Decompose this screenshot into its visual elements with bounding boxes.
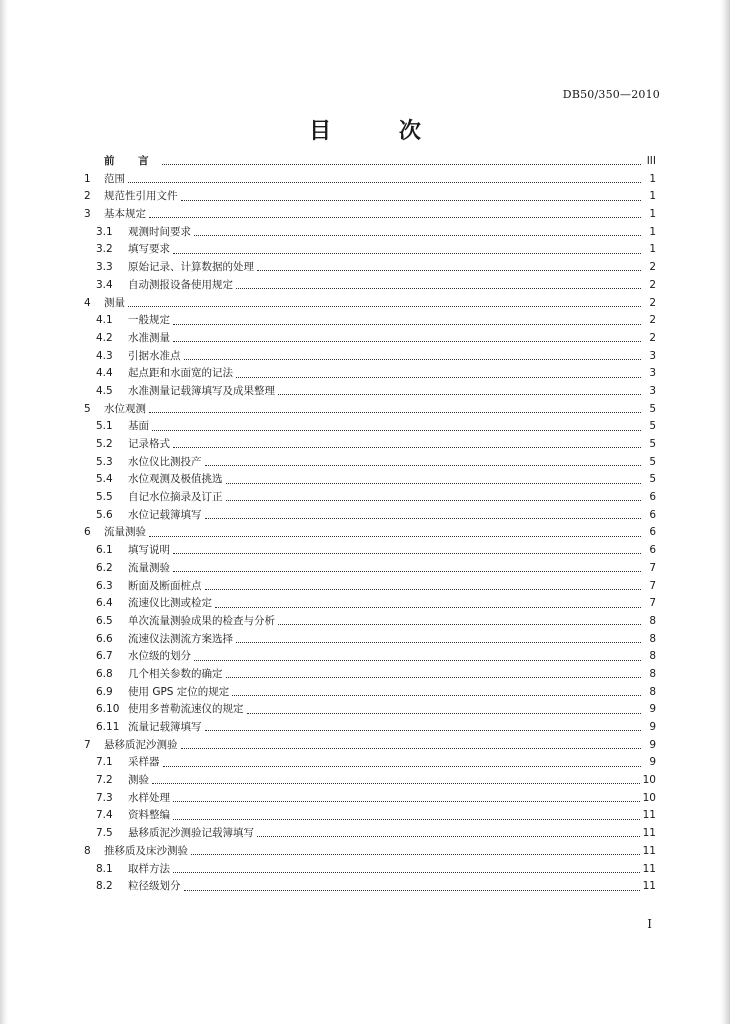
toc-dot-leader	[236, 377, 641, 378]
toc-entry-page: 2	[649, 331, 656, 344]
toc-entry-page: 11	[642, 880, 656, 893]
toc-dot-leader	[194, 660, 641, 661]
toc-dot-leader	[226, 483, 642, 484]
toc-dot-leader	[215, 607, 641, 608]
toc-entry	[84, 436, 656, 454]
toc-entry-title: 前 言	[104, 155, 159, 167]
toc-entry	[84, 524, 656, 542]
toc-entry-number: 6.9	[96, 685, 113, 698]
toc-entry-number: 3.4	[96, 278, 113, 291]
toc-entry-number: 7	[84, 738, 91, 751]
toc-entry	[84, 471, 656, 489]
toc-entry-number: 6.8	[96, 667, 113, 680]
toc-dot-leader	[226, 677, 642, 678]
toc-entry-page: 9	[649, 756, 656, 769]
toc-dot-leader	[205, 589, 642, 590]
toc-entry-number: 8.1	[96, 862, 113, 875]
toc-entry-page: 1	[649, 208, 656, 221]
toc-entry-title: 流速仪比测或检定	[128, 597, 212, 610]
toc-entry-title: 原始记录、计算数据的处理	[128, 261, 254, 274]
toc-entry-page: 6	[649, 544, 656, 557]
toc-dot-leader	[205, 730, 642, 731]
toc-entry-title: 资料整编	[128, 809, 170, 822]
document-code: DB50/350—2010	[562, 88, 660, 101]
toc-entry-page: III	[646, 155, 656, 167]
toc-dot-leader	[205, 518, 642, 519]
toc-dot-leader	[181, 200, 642, 201]
toc-entry-page: 7	[649, 561, 656, 574]
toc-entry-page: 8	[649, 685, 656, 698]
toc-entry-page: 5	[649, 402, 656, 415]
toc-dot-leader	[128, 306, 641, 307]
toc-entry-title: 取样方法	[128, 862, 170, 875]
toc-entry-page: 2	[649, 314, 656, 327]
toc-entry-title: 基面	[128, 420, 149, 433]
toc-entry-title: 水准测量记载簿填写及成果整理	[128, 384, 275, 397]
toc-entry-title: 自动测报设备使用规定	[128, 278, 233, 291]
toc-entry-title: 推移质及床沙测验	[104, 844, 188, 857]
toc-entry-page: 6	[649, 508, 656, 521]
toc-entry-page: 2	[649, 296, 656, 309]
toc-dot-leader	[236, 288, 641, 289]
toc-entry-number: 4.2	[96, 331, 113, 344]
toc-entry-page: 11	[642, 809, 656, 822]
toc-entry-page: 3	[649, 349, 656, 362]
toc-entry	[84, 701, 656, 719]
toc-entry-page: 10	[642, 791, 656, 804]
toc-dot-leader	[149, 536, 641, 537]
toc-entry	[84, 843, 656, 861]
toc-entry-page: 8	[649, 667, 656, 680]
toc-entry-title: 水位观测	[104, 402, 146, 415]
toc-entry-title: 流量测验	[128, 561, 170, 574]
toc-entry	[84, 454, 656, 472]
toc-entry-title: 水准测量	[128, 331, 170, 344]
toc-entry-title: 断面及断面桩点	[128, 579, 202, 592]
toc-dot-leader	[173, 801, 640, 802]
toc-entry-number: 6	[84, 526, 91, 539]
toc-entry-title: 水位记载簿填写	[128, 508, 202, 521]
toc-entry	[84, 188, 656, 206]
toc-entry-title: 流速仪法测流方案选择	[128, 632, 233, 645]
toc-entry	[84, 754, 656, 772]
toc-entry	[84, 312, 656, 330]
toc-entry-page: 8	[649, 614, 656, 627]
toc-entry-page: 6	[649, 491, 656, 504]
toc-dot-leader	[278, 394, 641, 395]
toc-entry	[84, 613, 656, 631]
toc-entry-page: 11	[642, 827, 656, 840]
toc-entry	[84, 878, 656, 896]
toc-entry	[84, 383, 656, 401]
toc-entry-number: 7.3	[96, 791, 113, 804]
toc-entry	[84, 153, 656, 171]
toc-entry	[84, 737, 656, 755]
toc-entry-number: 4.1	[96, 314, 113, 327]
table-of-contents	[84, 153, 656, 896]
toc-dot-leader	[162, 164, 641, 165]
toc-entry-page: 11	[642, 844, 656, 857]
toc-entry-number: 6.3	[96, 579, 113, 592]
toc-entry-page: 7	[649, 597, 656, 610]
toc-entry-page: 9	[649, 738, 656, 751]
toc-entry	[84, 489, 656, 507]
toc-entry-number: 5.2	[96, 438, 113, 450]
toc-entry	[84, 401, 656, 419]
toc-dot-leader	[257, 270, 641, 271]
toc-entry-title: 几个相关参数的确定	[128, 667, 223, 680]
toc-dot-leader	[163, 766, 642, 767]
toc-entry	[84, 542, 656, 560]
toc-entry-page: 5	[649, 438, 656, 450]
toc-entry-number: 1	[84, 172, 91, 185]
toc-dot-leader	[173, 447, 641, 448]
toc-entry-number: 6.6	[96, 632, 113, 645]
toc-entry-title: 规范性引用文件	[104, 190, 178, 203]
toc-entry	[84, 666, 656, 684]
toc-dot-leader	[152, 783, 640, 784]
toc-entry	[84, 330, 656, 348]
toc-entry-number: 6.5	[96, 614, 113, 627]
toc-entry	[84, 418, 656, 436]
toc-entry	[84, 560, 656, 578]
toc-entry-number: 3.1	[96, 225, 113, 238]
toc-entry-title: 采样器	[128, 756, 160, 769]
toc-entry-number: 5.4	[96, 473, 113, 486]
toc-entry-number: 4	[84, 296, 91, 309]
toc-entry-number: 7.2	[96, 774, 113, 787]
page-number: I	[647, 917, 652, 931]
toc-entry-title: 水位级的划分	[128, 650, 191, 663]
toc-entry-title: 使用多普勒流速仪的规定	[128, 703, 244, 716]
toc-dot-leader	[194, 235, 641, 236]
toc-entry-number: 3.3	[96, 261, 113, 274]
toc-dot-leader	[205, 465, 642, 466]
toc-entry-number: 5.3	[96, 455, 113, 468]
toc-entry-title: 填写要求	[128, 243, 170, 256]
toc-entry-title: 使用 GPS 定位的规定	[128, 685, 230, 698]
toc-entry-title: 悬移质泥沙测验	[104, 738, 178, 751]
toc-entry	[84, 295, 656, 313]
toc-entry-page: 5	[649, 473, 656, 486]
toc-entry	[84, 807, 656, 825]
toc-entry	[84, 259, 656, 277]
toc-entry-page: 9	[649, 703, 656, 716]
toc-entry-number: 4.3	[96, 349, 113, 362]
toc-entry-title: 观测时间要求	[128, 225, 191, 238]
toc-dot-leader	[173, 571, 641, 572]
toc-entry-title: 基本规定	[104, 208, 146, 221]
toc-dot-leader	[152, 430, 641, 431]
scan-edge-right	[720, 0, 730, 1024]
toc-entry-number: 3	[84, 208, 91, 221]
toc-dot-leader	[278, 624, 641, 625]
toc-entry	[84, 684, 656, 702]
toc-dot-leader	[173, 341, 641, 342]
toc-entry-number: 6.10	[96, 703, 120, 716]
toc-dot-leader	[184, 359, 642, 360]
toc-entry	[84, 171, 656, 189]
toc-entry-page: 2	[649, 261, 656, 274]
toc-entry-number: 8	[84, 844, 91, 857]
toc-entry-title: 测量	[104, 296, 125, 309]
toc-entry-page: 3	[649, 384, 656, 397]
toc-entry-number: 6.11	[96, 721, 120, 733]
toc-entry-number: 7.4	[96, 809, 113, 822]
toc-dot-leader	[257, 836, 640, 837]
toc-entry-page: 6	[649, 526, 656, 539]
toc-entry-title: 流量测验	[104, 526, 146, 539]
toc-entry-page: 1	[649, 243, 656, 256]
toc-entry	[84, 578, 656, 596]
toc-entry-number: 5.6	[96, 508, 113, 521]
toc-dot-leader	[173, 253, 641, 254]
toc-entry-title: 水位仪比测投产	[128, 455, 202, 468]
toc-entry-number: 3.2	[96, 243, 113, 256]
toc-dot-leader	[226, 500, 642, 501]
toc-dot-leader	[128, 182, 641, 183]
toc-entry-number: 6.1	[96, 544, 113, 557]
toc-entry-page: 5	[649, 455, 656, 468]
toc-entry	[84, 648, 656, 666]
toc-entry-title: 填写说明	[128, 544, 170, 557]
toc-entry	[84, 365, 656, 383]
toc-entry	[84, 507, 656, 525]
toc-entry-page: 2	[649, 278, 656, 291]
toc-entry-title: 悬移质泥沙测验记载簿填写	[128, 827, 254, 840]
toc-entry-page: 3	[649, 367, 656, 380]
scan-edge-left	[0, 0, 8, 1024]
toc-entry	[84, 631, 656, 649]
toc-entry-title: 一般规定	[128, 314, 170, 327]
toc-entry	[84, 224, 656, 242]
toc-entry-title: 流量记载簿填写	[128, 721, 202, 733]
toc-entry	[84, 772, 656, 790]
toc-dot-leader	[232, 695, 641, 696]
toc-entry-page: 8	[649, 650, 656, 663]
toc-entry-title: 起点距和水面宽的记法	[128, 367, 233, 380]
toc-entry-number: 2	[84, 190, 91, 203]
toc-dot-leader	[149, 412, 641, 413]
toc-entry	[84, 825, 656, 843]
toc-entry	[84, 277, 656, 295]
toc-entry-title: 引据水准点	[128, 349, 181, 362]
toc-dot-leader	[181, 748, 642, 749]
toc-entry-title: 记录格式	[128, 438, 170, 450]
toc-entry-page: 1	[649, 172, 656, 185]
toc-entry-number: 7.5	[96, 827, 113, 840]
toc-entry-title: 单次流量测验成果的检查与分析	[128, 614, 275, 627]
toc-entry-number: 5	[84, 402, 91, 415]
toc-entry	[84, 206, 656, 224]
toc-dot-leader	[149, 217, 641, 218]
toc-entry-number: 5.5	[96, 491, 113, 504]
toc-entry	[84, 790, 656, 808]
toc-dot-leader	[184, 890, 640, 891]
toc-entry-number: 8.2	[96, 880, 113, 893]
toc-entry-page: 1	[649, 225, 656, 238]
toc-dot-leader	[247, 713, 642, 714]
toc-entry-number: 6.4	[96, 597, 113, 610]
toc-dot-leader	[173, 324, 641, 325]
toc-entry	[84, 595, 656, 613]
toc-dot-leader	[173, 553, 641, 554]
toc-entry-title: 水样处理	[128, 791, 170, 804]
toc-entry-page: 8	[649, 632, 656, 645]
toc-entry-number: 4.4	[96, 367, 113, 380]
toc-dot-leader	[173, 872, 640, 873]
toc-entry	[84, 719, 656, 737]
toc-entry-page: 9	[649, 721, 656, 733]
toc-entry-number: 7.1	[96, 756, 113, 769]
toc-dot-leader	[173, 819, 640, 820]
toc-entry-number: 5.1	[96, 420, 113, 433]
toc-entry-number: 6.7	[96, 650, 113, 663]
toc-entry-number: 6.2	[96, 561, 113, 574]
toc-dot-leader	[236, 642, 641, 643]
toc-entry-page: 7	[649, 579, 656, 592]
toc-entry-title: 水位观测及极值挑选	[128, 473, 223, 486]
toc-entry-page: 11	[642, 862, 656, 875]
toc-entry-title: 范围	[104, 172, 125, 185]
toc-entry	[84, 348, 656, 366]
toc-entry	[84, 241, 656, 259]
toc-entry-page: 1	[649, 190, 656, 203]
toc-entry	[84, 861, 656, 879]
toc-dot-leader	[191, 854, 640, 855]
toc-entry-page: 5	[649, 420, 656, 433]
toc-entry-page: 10	[642, 774, 656, 787]
toc-entry-title: 粒径级划分	[128, 880, 181, 893]
toc-entry-title: 自记水位摘录及订正	[128, 491, 223, 504]
toc-title: 目 次	[309, 119, 451, 144]
toc-entry-title: 测验	[128, 774, 149, 787]
toc-entry-number: 4.5	[96, 384, 113, 397]
